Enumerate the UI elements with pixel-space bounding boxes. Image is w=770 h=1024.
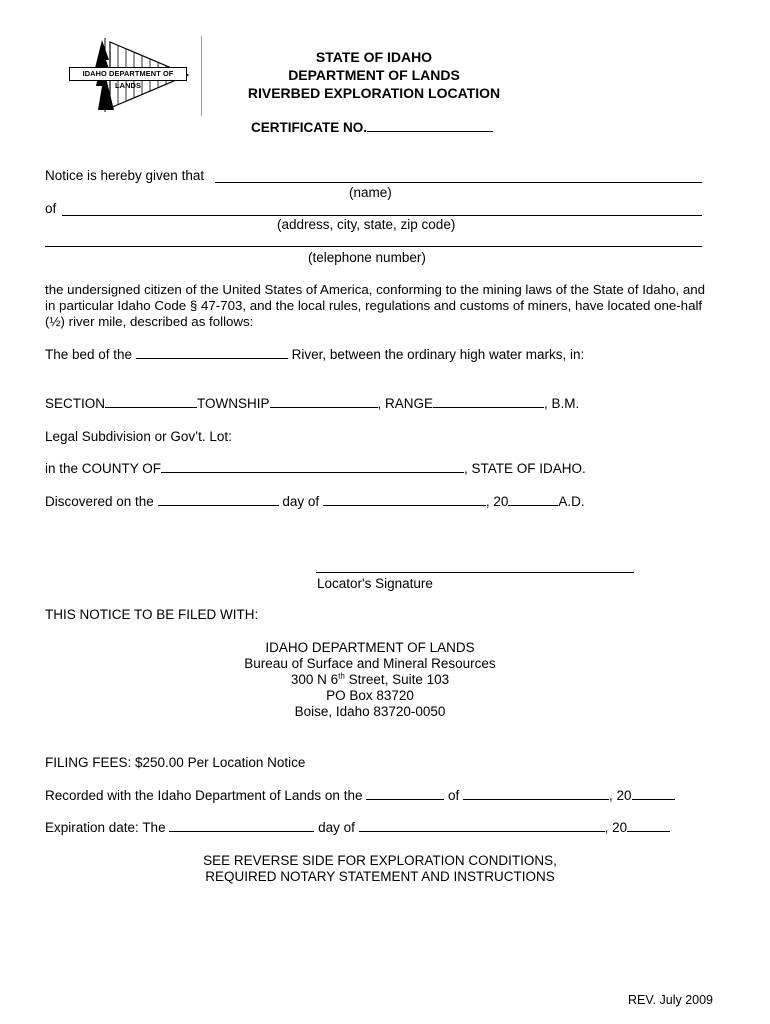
expiration-day-field[interactable]: [169, 820, 314, 832]
reverse-side-line-1: SEE REVERSE SIDE FOR EXPLORATION CONDITIONS,: [203, 853, 557, 868]
title-department: DEPARTMENT OF LANDS: [288, 67, 460, 83]
paragraph-line-3: (½) river mile, described as follows:: [45, 314, 254, 329]
certificate-row: [251, 120, 493, 135]
township-label: TOWNSHIP: [197, 396, 270, 411]
signature-caption: Locator's Signature: [317, 576, 433, 591]
title-state: STATE OF IDAHO: [315, 49, 433, 65]
logo-text: IDAHO DEPARTMENT OF LANDS: [69, 67, 187, 81]
address-line-4: PO Box 83720: [326, 688, 414, 703]
range-field[interactable]: [433, 396, 544, 408]
river-name-field[interactable]: [136, 347, 288, 359]
address-line-5: Boise, Idaho 83720-0050: [294, 704, 446, 719]
address-field[interactable]: [62, 215, 702, 216]
expiration-year-field[interactable]: [627, 820, 670, 832]
recorded-row: [45, 788, 675, 803]
filing-fees: FILING FEES: $250.00 Per Location Notice: [45, 755, 306, 770]
name-caption: (name): [349, 185, 392, 200]
discovered-row: [45, 494, 585, 509]
legal-subdivision-label: Legal Subdivision or Gov’t. Lot:: [45, 429, 232, 444]
section-row: [45, 396, 579, 411]
ad-label: A.D.: [558, 494, 585, 509]
expiration-day-of: day of: [318, 820, 355, 835]
river-bed-prefix: The bed of the: [45, 347, 133, 362]
section-field[interactable]: [105, 396, 197, 408]
recorded-year-field[interactable]: [632, 788, 675, 800]
address-line-1: IDAHO DEPARTMENT OF LANDS: [265, 640, 475, 655]
notice-given-label: Notice is hereby given that: [45, 168, 205, 183]
discovered-month-field[interactable]: [323, 494, 486, 506]
filing-address: [200, 640, 540, 720]
reverse-side-line-2: REQUIRED NOTARY STATEMENT AND INSTRUCTIONS: [205, 869, 555, 884]
expiration-label: Expiration date: The: [45, 820, 166, 835]
expiration-month-field[interactable]: [359, 820, 605, 832]
address-caption: (address, city, state, zip code): [277, 217, 456, 232]
discovered-year-field[interactable]: [508, 494, 558, 506]
recorded-year-prefix: , 20: [609, 788, 632, 803]
certificate-number-field[interactable]: [367, 120, 493, 132]
name-field[interactable]: [215, 182, 702, 183]
range-label: , RANGE: [377, 396, 434, 411]
discovered-label: Discovered on the: [45, 494, 154, 509]
discovered-day-of: day of: [282, 494, 320, 509]
title-form-name: RIVERBED EXPLORATION LOCATION: [247, 85, 501, 101]
river-bed-suffix: River, between the ordinary high water marks, in:: [291, 347, 585, 362]
notice-given-row: [45, 168, 204, 183]
section-label: SECTION: [45, 396, 106, 411]
file-with-label: THIS NOTICE TO BE FILED WITH:: [45, 607, 259, 622]
bm-label: , B.M.: [544, 396, 580, 411]
expiration-row: [45, 820, 670, 835]
recorded-month-field[interactable]: [463, 788, 609, 800]
recorded-of: of: [448, 788, 460, 803]
locator-signature-field[interactable]: [316, 572, 634, 573]
certificate-label: CERTIFICATE NO.: [251, 120, 367, 135]
of-label: of: [45, 201, 57, 216]
telephone-caption: (telephone number): [308, 250, 426, 265]
recorded-label: Recorded with the Idaho Department of Lands on the: [45, 788, 363, 803]
paragraph-line-2: in particular Idaho Code § 47-703, and the local rules, regulations and customs of miners, have located one-half: [45, 298, 703, 313]
county-label: in the COUNTY OF: [45, 461, 162, 476]
recorded-day-field[interactable]: [366, 788, 444, 800]
address-line-3: 300 N 6th Street, Suite 103: [290, 671, 450, 687]
paragraph-line-1: the undersigned citizen of the United States of America, conforming to the mining laws of the State of Idaho, and: [45, 282, 706, 297]
telephone-field[interactable]: [45, 246, 702, 247]
county-field[interactable]: [161, 461, 464, 473]
expiration-year-prefix: , 20: [604, 820, 628, 835]
township-field[interactable]: [270, 396, 378, 408]
river-bed-row: [45, 347, 584, 362]
discovered-day-field[interactable]: [158, 494, 279, 506]
county-row: [45, 461, 586, 476]
address-line-2: Bureau of Surface and Mineral Resources: [244, 656, 496, 671]
state-label: , STATE OF IDAHO.: [464, 461, 586, 476]
revision-date: REV. July 2009: [628, 993, 714, 1007]
discovered-year-prefix: , 20: [485, 494, 509, 509]
